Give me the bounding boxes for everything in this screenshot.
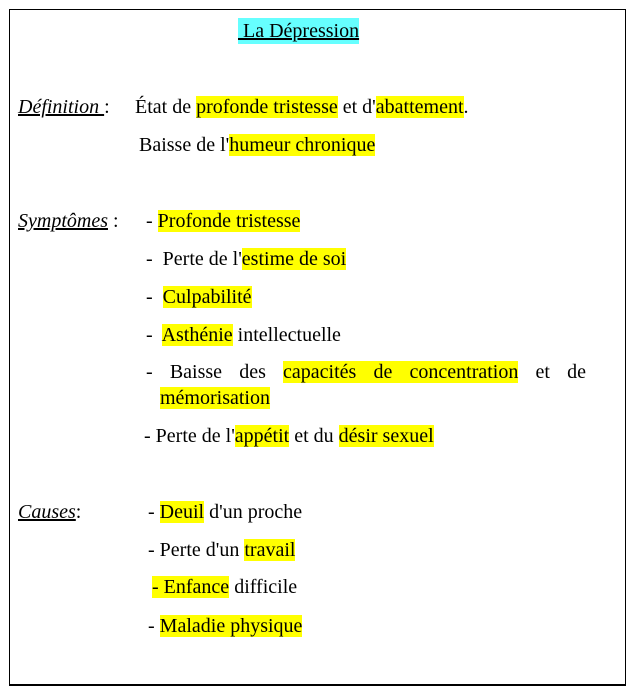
highlighted-text: Profonde tristesse	[157, 210, 301, 232]
text-segment: et de	[518, 361, 586, 383]
definition-label	[18, 94, 110, 120]
text-segment: -	[146, 286, 163, 308]
symptom-item	[146, 208, 300, 234]
text-segment: - Baisse des	[146, 361, 284, 383]
text-segment: intellectuelle	[232, 324, 341, 346]
text-segment: -	[148, 501, 160, 523]
definition-colon: :	[104, 96, 110, 118]
symptom-item	[144, 423, 434, 449]
cause-item	[152, 574, 297, 600]
text-segment: difficile	[229, 576, 298, 598]
causes-label	[18, 499, 81, 525]
highlighted-text: travail	[244, 539, 296, 561]
symptom-item	[146, 322, 341, 348]
text-segment: -	[146, 324, 162, 346]
definition-label-text: Définition	[18, 96, 105, 118]
cause-item	[148, 613, 302, 639]
causes-label-text: Causes	[18, 501, 76, 523]
symptoms-label-text: Symptômes	[18, 210, 108, 232]
text-segment: - Perte de l'	[146, 248, 242, 270]
highlighted-text: capacités de concentration	[283, 361, 519, 383]
highlighted-text: mémorisation	[160, 387, 270, 409]
page-title: La Dépression	[238, 20, 360, 42]
cause-item	[148, 537, 295, 563]
highlighted-text: désir sexuel	[338, 425, 434, 447]
definition-line	[139, 132, 375, 158]
definition-line	[135, 94, 469, 120]
text-segment: d'un proche	[204, 501, 303, 523]
highlighted-text: Maladie physique	[159, 615, 303, 637]
highlighted-text: Asthénie	[161, 324, 233, 346]
highlighted-text: Enfance	[158, 576, 230, 598]
text-segment: - Perte d'un	[148, 539, 245, 561]
highlighted-text: profonde tristesse	[196, 96, 338, 118]
highlighted-text: abattement	[375, 96, 464, 118]
text-segment: Baisse de l'	[139, 134, 230, 156]
highlighted-text: Culpabilité	[162, 286, 252, 308]
highlighted-text: appétit	[234, 425, 290, 447]
text-segment: -	[148, 615, 160, 637]
cause-item	[148, 499, 302, 525]
symptoms-colon: :	[107, 210, 119, 232]
text-segment: -	[146, 210, 158, 232]
highlighted-text: -	[152, 576, 159, 598]
text-segment: et du	[289, 425, 339, 447]
text-segment: et d'	[337, 96, 376, 118]
highlighted-text: estime de soi	[241, 248, 347, 270]
symptom-item	[146, 359, 586, 411]
symptom-item	[146, 284, 252, 310]
highlighted-text: humeur chronique	[229, 134, 376, 156]
symptom-item	[146, 246, 346, 272]
symptoms-label	[18, 208, 119, 234]
text-segment: - Perte de l'	[144, 425, 235, 447]
highlighted-text: Deuil	[159, 501, 205, 523]
causes-colon: :	[75, 501, 82, 523]
text-segment: État de	[135, 96, 197, 118]
text-segment: .	[463, 96, 469, 118]
